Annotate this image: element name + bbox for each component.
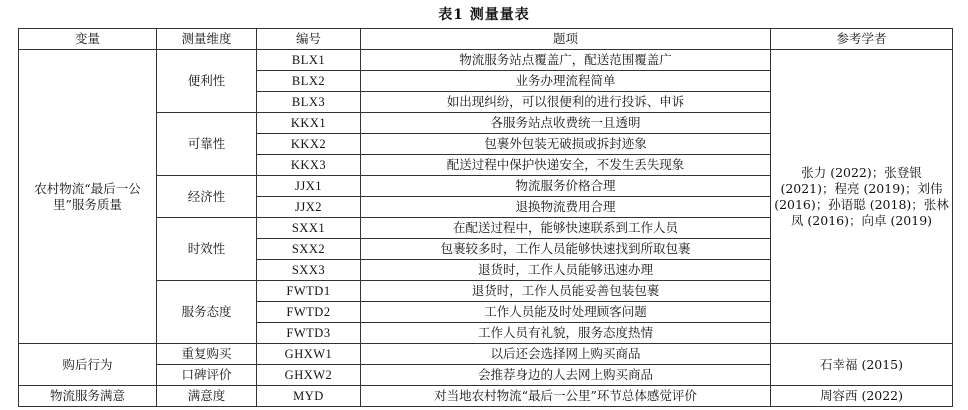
references-cell: 张力 (2022)；张登银 (2021)；程亮 (2019)；刘伟 (2016)；孙语聪 (2018)；张林凤 (2016)；向卓 (2019) (771, 50, 953, 344)
item-code: GHXW1 (257, 344, 361, 365)
item-text: 退货时，工作人员能妥善包装包裹 (361, 281, 771, 302)
item-text: 工作人员有礼貌，服务态度热情 (361, 323, 771, 344)
item-code: FWTD1 (257, 281, 361, 302)
item-text: 物流服务价格合理 (361, 176, 771, 197)
measurement-scale-table (18, 28, 953, 407)
references-cell: 石幸福 (2015) (771, 344, 953, 386)
table-row (19, 386, 953, 407)
references-cell: 周容西 (2022) (771, 386, 953, 407)
item-code: SXX2 (257, 239, 361, 260)
item-text: 对当地农村物流“最后一公里”环节总体感觉评价 (361, 386, 771, 407)
item-text: 包裹较多时，工作人员能够快速找到所取包裹 (361, 239, 771, 260)
item-text: 物流服务站点覆盖广，配送范围覆盖广 (361, 50, 771, 71)
item-text: 业务办理流程简单 (361, 71, 771, 92)
item-text: 工作人员能及时处理顾客问题 (361, 302, 771, 323)
item-text: 包裹外包装无破损或拆封迹象 (361, 134, 771, 155)
header-variable: 变量 (19, 29, 157, 50)
table-caption: 表1 测量量表 (438, 7, 530, 23)
item-code: JJX2 (257, 197, 361, 218)
dimension-cell: 可靠性 (157, 113, 257, 176)
item-code: JJX1 (257, 176, 361, 197)
item-code: SXX1 (257, 218, 361, 239)
item-text: 配送过程中保护快递安全，不发生丢失现象 (361, 155, 771, 176)
item-text: 如出现纠纷，可以很便利的进行投诉、申诉 (361, 92, 771, 113)
item-code: BLX3 (257, 92, 361, 113)
dimension-cell: 便利性 (157, 50, 257, 113)
item-text: 各服务站点收费统一且透明 (361, 113, 771, 134)
table-row (19, 50, 953, 71)
dimension-cell: 重复购买 (157, 344, 257, 365)
item-code: KKX3 (257, 155, 361, 176)
item-text: 在配送过程中，能够快速联系到工作人员 (361, 218, 771, 239)
item-code: KKX1 (257, 113, 361, 134)
header-code: 编号 (257, 29, 361, 50)
table-row (19, 344, 953, 365)
item-code: SXX3 (257, 260, 361, 281)
item-text: 以后还会选择网上购买商品 (361, 344, 771, 365)
item-text: 退换物流费用合理 (361, 197, 771, 218)
table-header-row (19, 29, 953, 50)
item-code: MYD (257, 386, 361, 407)
item-code: BLX2 (257, 71, 361, 92)
item-code: FWTD2 (257, 302, 361, 323)
header-references: 参考学者 (771, 29, 953, 50)
variable-cell: 物流服务满意 (19, 386, 157, 407)
dimension-cell: 口碑评价 (157, 365, 257, 386)
dimension-cell: 经济性 (157, 176, 257, 218)
dimension-cell: 时效性 (157, 218, 257, 281)
item-code: GHXW2 (257, 365, 361, 386)
dimension-cell: 满意度 (157, 386, 257, 407)
variable-cell: 农村物流“最后一公里”服务质量 (19, 50, 157, 344)
item-text: 会推荐身边的人去网上购买商品 (361, 365, 771, 386)
header-item: 题项 (361, 29, 771, 50)
item-text: 退货时，工作人员能够迅速办理 (361, 260, 771, 281)
dimension-cell: 服务态度 (157, 281, 257, 344)
variable-cell: 购后行为 (19, 344, 157, 386)
item-code: KKX2 (257, 134, 361, 155)
item-code: BLX1 (257, 50, 361, 71)
header-dimension: 测量维度 (157, 29, 257, 50)
item-code: FWTD3 (257, 323, 361, 344)
